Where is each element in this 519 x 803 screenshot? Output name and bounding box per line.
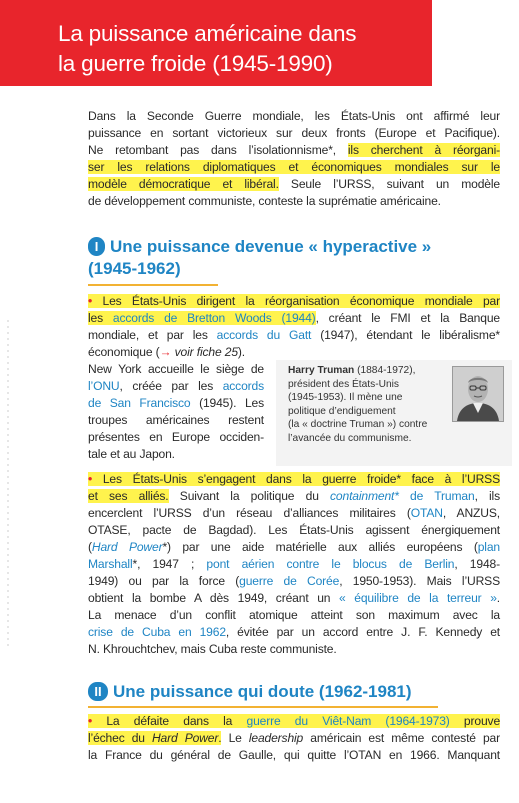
keyword: Marshall — [88, 557, 133, 571]
margin-decoration — [7, 320, 9, 650]
highlight: et ses alliés. — [88, 489, 169, 503]
intro-line: modèle démocratique et libéral. Seule l’URSS, suivant un modèle — [88, 177, 500, 191]
intro-paragraph — [88, 108, 500, 210]
truman-portrait — [452, 366, 504, 422]
fiche-reference: voir fiche 25 — [171, 345, 238, 359]
keyword: de San Francisco — [88, 396, 191, 410]
intro-line: puissance en sortant victorieux sur deux fronts (Europe et Pacifique). — [88, 126, 500, 140]
intro-line: de développement communiste, conteste la suprématie américaine. — [88, 194, 441, 208]
keyword: OTAN — [410, 506, 443, 520]
paragraph-bretton-woods: • Les États-Unis dirigent la réorganisation économique mondiale par les accords de Bretton Woods (1944), créant le FMI et la Banque mondiale, et par les accords du Gatt (1947), étendant le libéralisme* économique (→ voir fiche 25). — [88, 294, 500, 359]
page-title-line-2: la guerre froide (1945-1990) — [58, 51, 333, 76]
highlight: les accords de Bretton Woods (1944) — [88, 311, 316, 325]
keyword: de Truman — [398, 489, 475, 503]
section-1-underline — [88, 284, 218, 286]
keyword: accords — [222, 379, 264, 393]
keyword: guerre de Corée — [239, 574, 340, 588]
keyword: l’ONU — [88, 379, 120, 393]
truman-caption: Harry Truman (1884-1972), président des États-Unis (1945-1953). Il mène une politique d’endiguement (la « doctrine Truman ») contre l’avancée du communisme. — [288, 365, 428, 444]
section-2-underline — [88, 706, 438, 708]
bullet: • — [88, 294, 93, 308]
title-banner — [0, 0, 432, 86]
bullet: • — [88, 472, 93, 486]
keyword: accords de Bretton Woods (1944) — [112, 311, 316, 325]
intro-line: Dans la Seconde Guerre mondiale, les États-Unis ont affirmé leur — [88, 109, 500, 123]
paragraph-onu: New York accueille le siège de l’ONU, créée par les accords de San Francisco (1945). Les troupes américaines restent présentes en Europe occiden- tale et au Japon. — [88, 362, 264, 461]
paragraph-viet-nam: • La défaite dans la guerre du Viêt-Nam (1964-1973) prouve l’échec du Hard Power. Le leadership américain est même contesté par la France du général de Gaulle, qui quitte l’OTAN en 1966. Manquant — [88, 714, 501, 762]
arrow-right-icon: → — [159, 345, 172, 359]
section-number-badge: II — [88, 682, 108, 701]
keyword: plan — [477, 540, 500, 554]
highlight: modèle démocratique et libéral. — [88, 177, 279, 191]
highlight: • Les États-Unis s’engagent dans la guerre froide* face à l’URSS — [88, 472, 500, 486]
highlight: • Les États-Unis dirigent la réorganisation économique mondiale par — [88, 294, 500, 308]
highlight: ser les relations diplomatiques et économiques mondiales sur le — [88, 160, 500, 174]
intro-line — [88, 159, 500, 176]
page-title-line-1: La puissance américaine dans — [58, 21, 357, 46]
section-1-heading: I Une puissance devenue « hyperactive » — [88, 236, 431, 258]
section-number-badge: I — [88, 237, 105, 256]
keyword: Hard Power — [91, 540, 163, 554]
truman-biography-box — [276, 360, 512, 466]
section-1-heading-line-2: (1945-1962) — [88, 259, 181, 278]
highlight: l’échec du Hard Power. — [88, 731, 222, 745]
keyword: containment* — [330, 489, 399, 503]
paragraph-guerre-froide: • Les États-Unis s’engagent dans la guerre froide* face à l’URSS et ses alliés. Suivant la politique du containment* de Truman, ils encerclent l’URSS d’un réseau d’alliances militaires (OTAN, ANZUS, OTASE, pacte de Bagdad). Les États-Unis agissent énergiquement (Hard Power*) par une aide matérielle aux alliés européens (plan Marshall*, 1947 ; pont aérien contre le blocus de Berlin, 1948- 1949) ou par la force (guerre de Corée, 1950-1953). Mais l’URSS obtient la bombe A dès 1949, créant un « équilibre de la terreur ». La menace d’un conflit atomique atteint son maximum avec la crise de Cuba en 1962, évitée par un accord entre J. F. Kennedy et N. Khrouchtchev, mais Cuba reste communiste. — [88, 472, 501, 656]
bullet: • — [88, 714, 93, 728]
intro-line: Ne retombant pas dans l’isolationnisme*, ils cherchent à réorgani- — [88, 143, 500, 157]
keyword: crise de Cuba en 1962 — [88, 625, 226, 639]
keyword: « équilibre de la terreur » — [339, 591, 497, 605]
highlight: • La défaite dans la guerre du Viêt-Nam (1964-1973) prouve — [88, 714, 501, 728]
section-2-heading: II Une puissance qui doute (1962-1981) — [88, 681, 412, 703]
keyword: pont aérien contre le blocus de Berlin — [206, 557, 455, 571]
truman-name: Harry Truman — [288, 365, 355, 376]
keyword: guerre du Viêt-Nam (1964-1973) — [246, 714, 450, 728]
highlight: ils cherchent à réorgani- — [347, 143, 500, 157]
keyword: accords du Gatt — [216, 328, 312, 342]
